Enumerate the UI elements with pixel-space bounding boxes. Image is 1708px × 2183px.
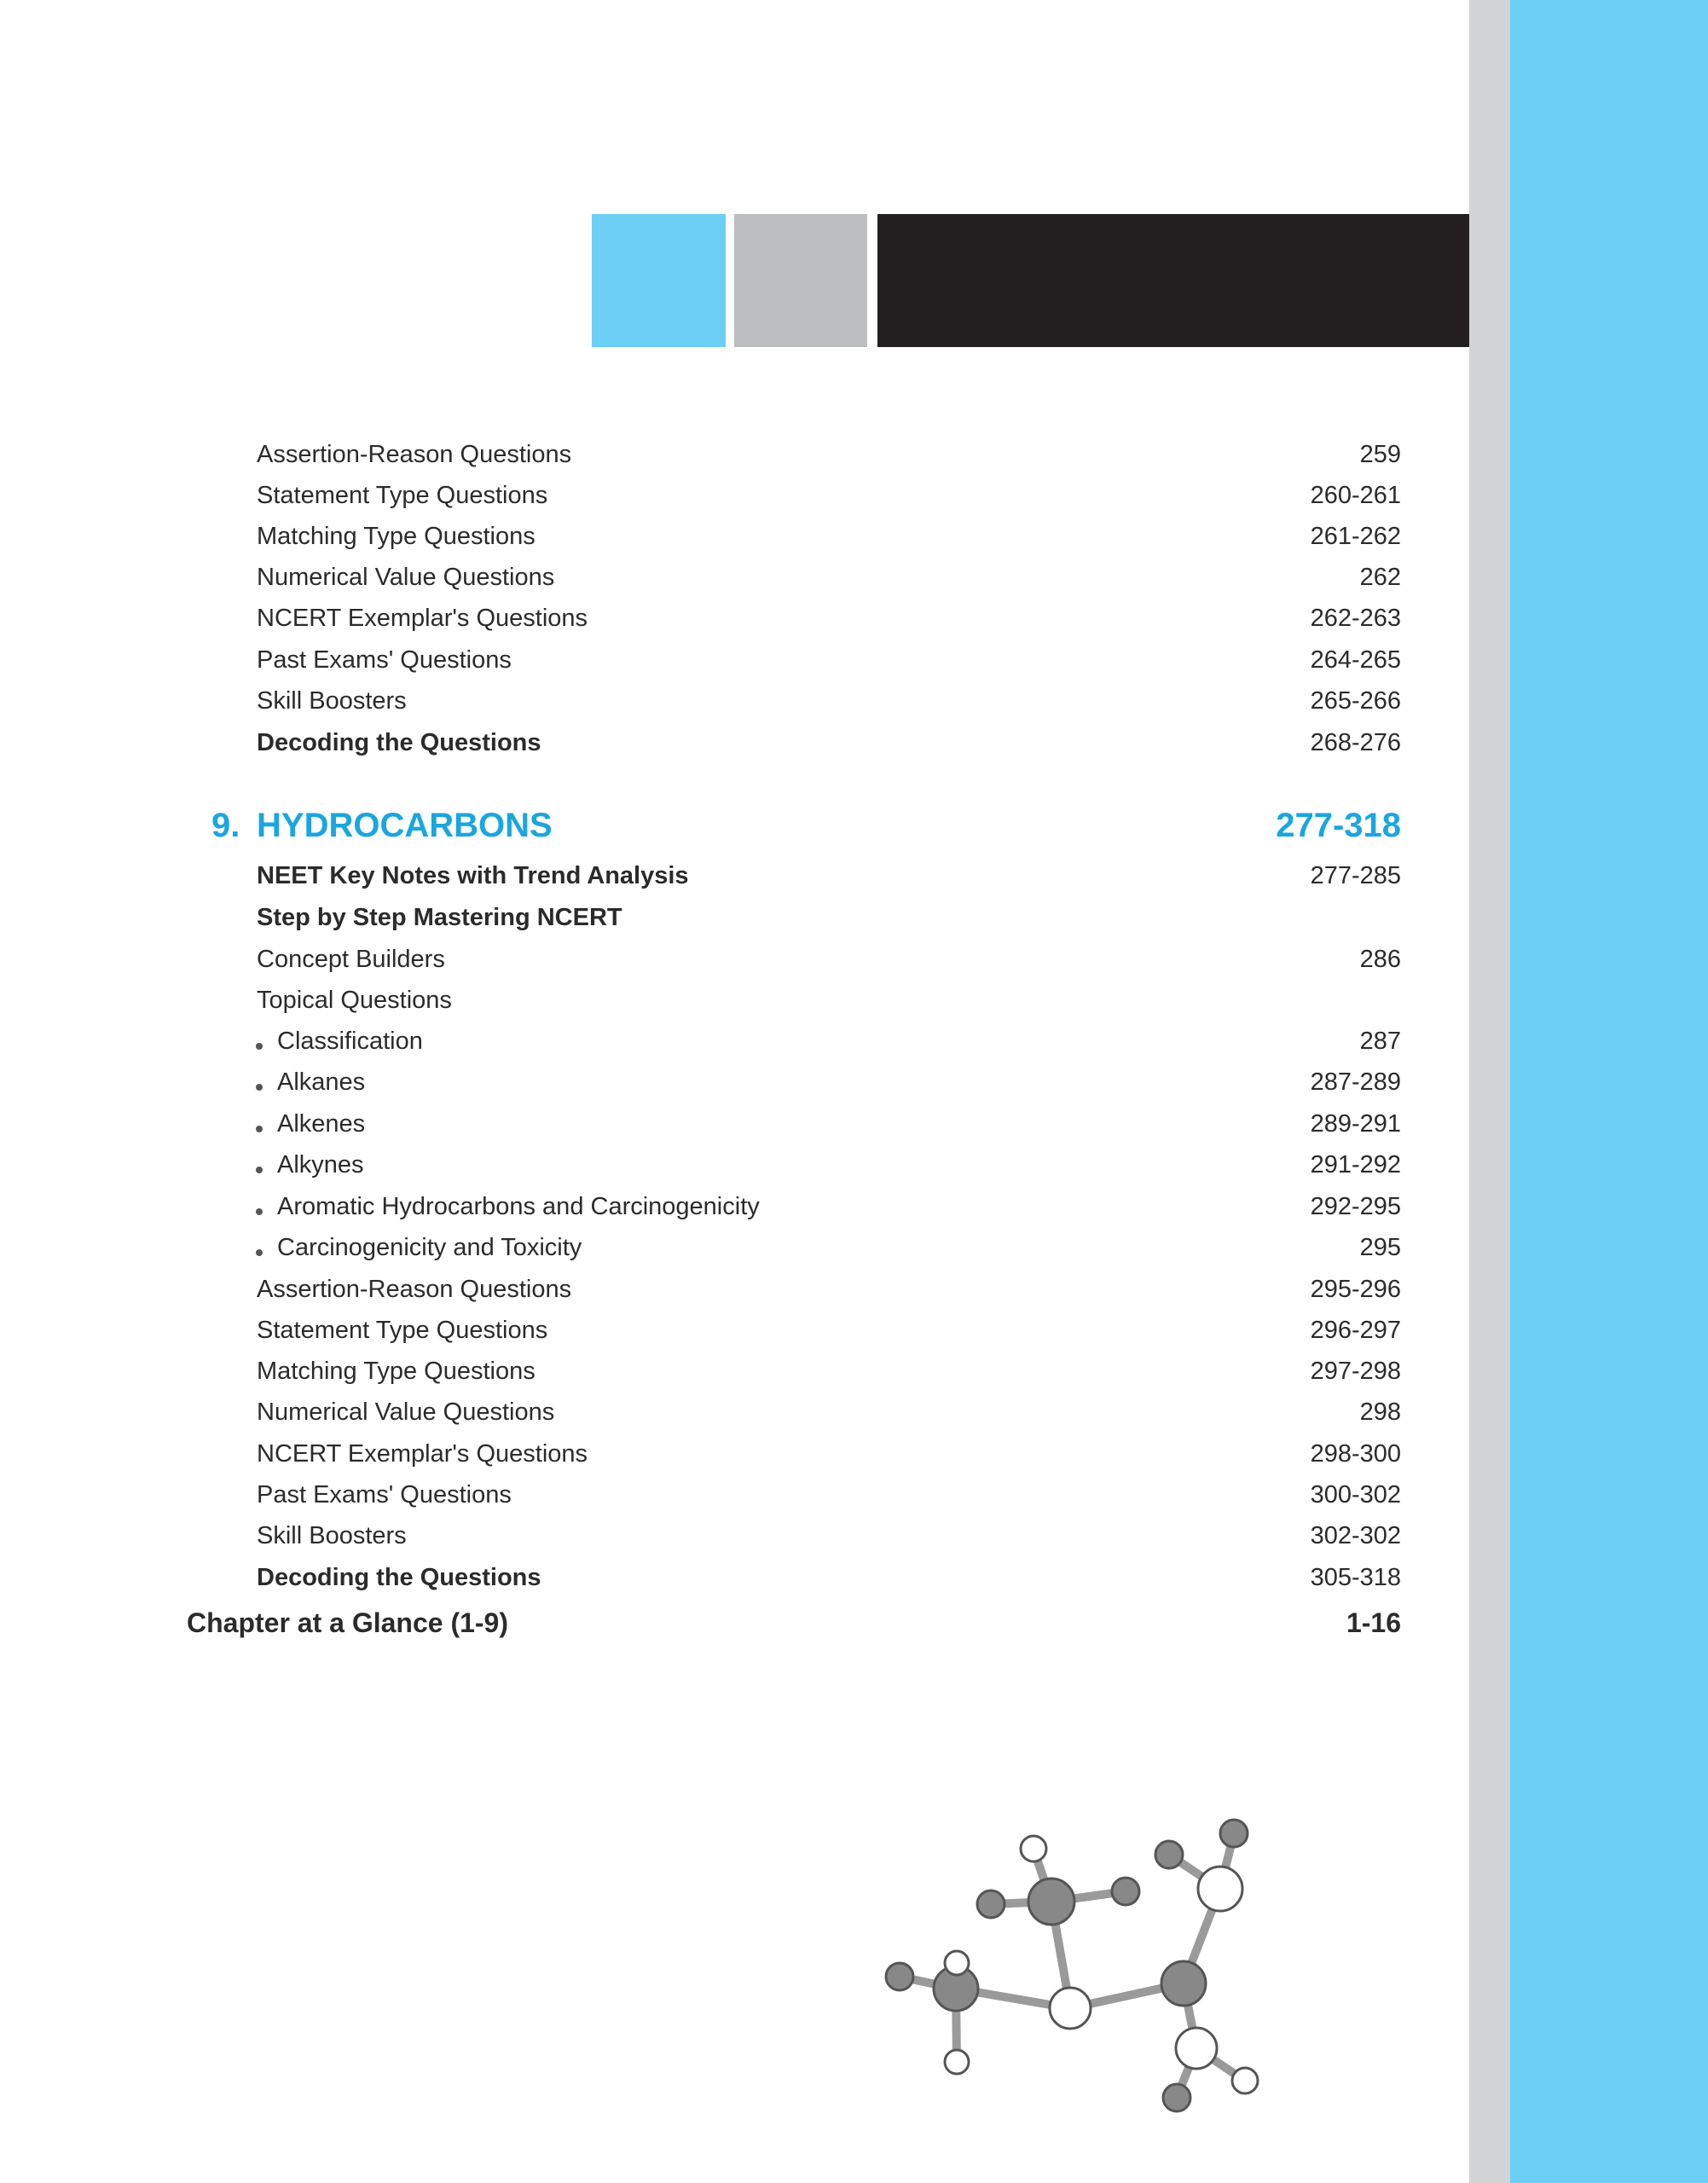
toc-entry-page: 292-295 xyxy=(1310,1193,1401,1220)
toc-entry-page: 268-276 xyxy=(1310,729,1401,756)
toc-entry-page: 297-298 xyxy=(1310,1358,1401,1385)
molecule-atoms xyxy=(886,1820,1258,2111)
side-stripe-gray xyxy=(1469,0,1510,2183)
toc-subrow[interactable] xyxy=(0,1144,1469,1185)
toc-entry-page: 291-292 xyxy=(1310,1151,1401,1178)
toc-entry-label: Matching Type Questions xyxy=(257,1358,536,1385)
toc-entry-label: Decoding the Questions xyxy=(257,729,541,756)
toc-entry-page: 298 xyxy=(1359,1398,1401,1426)
toc-entry-label: Classification xyxy=(277,1028,423,1055)
glance-label: Chapter at a Glance (1-9) xyxy=(187,1607,508,1638)
toc-entry-label: Concept Builders xyxy=(257,946,445,973)
toc-row[interactable] xyxy=(0,434,1469,475)
toc-row[interactable] xyxy=(0,475,1469,516)
toc-row[interactable] xyxy=(0,557,1469,598)
bullet-icon xyxy=(256,1167,263,1173)
toc-row[interactable] xyxy=(0,939,1469,980)
toc-entry-label: NCERT Exemplar's Questions xyxy=(257,605,588,632)
toc-entry-label: Aromatic Hydrocarbons and Carcinogenicity xyxy=(277,1193,760,1220)
toc-subrow[interactable] xyxy=(0,1062,1469,1103)
toc-row[interactable] xyxy=(0,855,1469,896)
toc-entry-page: 261-262 xyxy=(1310,523,1401,550)
toc-subrow[interactable] xyxy=(0,1227,1469,1268)
toc-entry-label: Alkynes xyxy=(277,1151,364,1178)
toc-entry-label: Statement Type Questions xyxy=(257,482,548,509)
toc-entry-page: 264-265 xyxy=(1310,646,1401,674)
toc-row[interactable] xyxy=(0,598,1469,639)
toc-entry-label: NEET Key Notes with Trend Analysis xyxy=(257,862,689,889)
toc-row[interactable] xyxy=(0,1474,1469,1515)
toc-entry-page: 262 xyxy=(1359,564,1401,591)
toc-subrow[interactable] xyxy=(0,1186,1469,1227)
toc-entry-label: Topical Questions xyxy=(257,987,452,1014)
toc-entry-label: Past Exams' Questions xyxy=(257,1481,512,1508)
toc-row[interactable] xyxy=(0,1557,1469,1598)
toc-row[interactable] xyxy=(0,897,1469,938)
toc-entry-label: NCERT Exemplar's Questions xyxy=(257,1440,588,1468)
toc-row[interactable] xyxy=(0,722,1469,763)
toc-entry-page: 305-318 xyxy=(1310,1564,1401,1591)
bullet-icon xyxy=(256,1043,263,1050)
toc-entry-page: 289-291 xyxy=(1310,1110,1401,1138)
toc-entry-page: 302-302 xyxy=(1310,1522,1401,1549)
toc-row[interactable] xyxy=(0,1392,1469,1433)
toc-entry-label: Step by Step Mastering NCERT xyxy=(257,904,622,931)
chapter-pages: 277-318 xyxy=(1276,807,1401,844)
chapter-heading[interactable] xyxy=(0,802,1469,849)
toc-entry-page: 296-297 xyxy=(1310,1317,1401,1344)
chapter-at-a-glance-row[interactable] xyxy=(0,1601,1469,1644)
toc-entry-page: 286 xyxy=(1359,946,1401,973)
toc-row[interactable] xyxy=(0,680,1469,721)
toc-row[interactable] xyxy=(0,980,1469,1021)
chapter-title: HYDROCARBONS xyxy=(257,807,553,844)
bullet-icon xyxy=(256,1208,263,1215)
molecule-illustration xyxy=(870,1808,1279,2123)
toc-entry-page: 260-261 xyxy=(1310,482,1401,509)
bullet-icon xyxy=(256,1126,263,1132)
toc-entry-label: Assertion-Reason Questions xyxy=(257,1276,572,1303)
toc-entry-page: 262-263 xyxy=(1310,605,1401,632)
toc-entry-label: Assertion-Reason Questions xyxy=(257,441,572,468)
toc-entry-label: Decoding the Questions xyxy=(257,1564,541,1591)
toc-entry-label: Past Exams' Questions xyxy=(257,646,512,674)
toc-entry-page: 295-296 xyxy=(1310,1276,1401,1303)
toc-entry-page: 287 xyxy=(1359,1028,1401,1055)
toc-entry-page: 300-302 xyxy=(1310,1481,1401,1508)
toc-entry-page: 277-285 xyxy=(1310,862,1401,889)
side-stripe-blue xyxy=(1510,0,1708,2183)
toc-row[interactable] xyxy=(0,516,1469,557)
toc-row[interactable] xyxy=(0,1433,1469,1474)
toc-entry-page: 259 xyxy=(1359,441,1401,468)
toc-entry-page: 298-300 xyxy=(1310,1440,1401,1468)
glance-page: 1-16 xyxy=(1346,1607,1401,1638)
toc-row[interactable] xyxy=(0,1310,1469,1351)
toc-entry-label: Alkanes xyxy=(277,1068,366,1096)
toc-entry-page: 287-289 xyxy=(1310,1068,1401,1096)
toc-subrow[interactable] xyxy=(0,1021,1469,1062)
toc-entry-label: Numerical Value Questions xyxy=(257,564,555,591)
toc-row[interactable] xyxy=(0,1269,1469,1310)
toc-entry-label: Alkenes xyxy=(277,1110,366,1138)
toc-entry-label: Statement Type Questions xyxy=(257,1317,548,1344)
bullet-icon xyxy=(256,1084,263,1091)
toc-row[interactable] xyxy=(0,1515,1469,1556)
toc-subrow[interactable] xyxy=(0,1103,1469,1144)
bullet-icon xyxy=(256,1249,263,1256)
toc-entry-page: 265-266 xyxy=(1310,687,1401,715)
toc-entry-label: Skill Boosters xyxy=(257,1522,407,1549)
toc-entry-page: 295 xyxy=(1359,1234,1401,1261)
toc-entry-label: Numerical Value Questions xyxy=(257,1398,555,1426)
toc-entry-label: Matching Type Questions xyxy=(257,523,536,550)
chapter-number: 9. xyxy=(211,807,240,844)
toc-row[interactable] xyxy=(0,1351,1469,1392)
toc-row[interactable] xyxy=(0,640,1469,680)
toc-entry-label: Skill Boosters xyxy=(257,687,407,715)
toc-entry-label: Carcinogenicity and Toxicity xyxy=(277,1234,582,1261)
